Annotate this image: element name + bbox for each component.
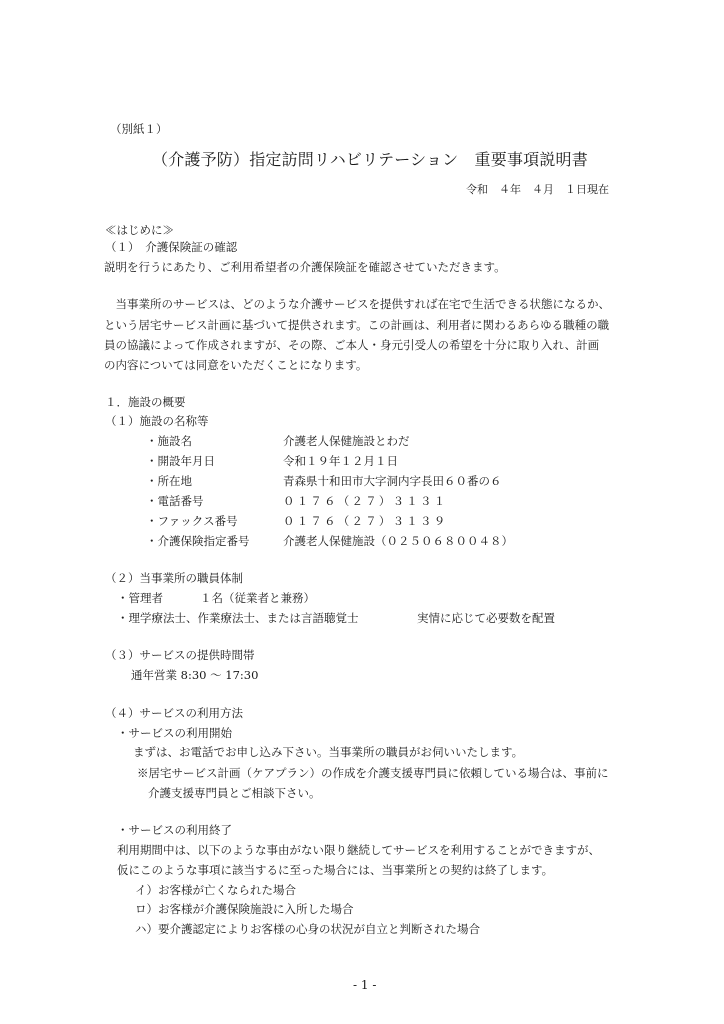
document-date: 令和 ４年 ４月 １日現在 (466, 183, 609, 196)
facility-subheading: （１）施設の名称等 (105, 414, 209, 428)
facility-label: ・介護保険指定番号 (146, 534, 250, 548)
intro-paragraph-line: という居宅サービス計画に基づいて提供されます。この計画は、利用者に関わるあらゆる職種の職 (104, 318, 610, 332)
staff-value: １名（従業者と兼務） (200, 591, 315, 605)
staff-label: ・理学療法士、作業療法士、または言語聴覚士 (117, 611, 359, 625)
usage-note-line: 介護支援専門員とご相談下さい。 (148, 786, 321, 800)
facility-label: ・施設名 (146, 434, 192, 448)
usage-start-heading: ・サービスの利用開始 (117, 726, 232, 740)
usage-note-line: ※居宅サービス計画（ケアプラン）の作成を介護支援専門員に依頼している場合は、事前に (137, 766, 609, 780)
usage-end-item: ロ）お客様が介護保険施設に入所した場合 (135, 902, 354, 916)
usage-end-heading: ・サービスの利用終了 (117, 823, 232, 837)
intro-paragraph-line: の内容については同意をいただくことになります。 (104, 358, 368, 372)
intro-paragraph-line: 当事業所のサービスは、どのような介護サービスを提供すれば在宅で生活できる状態になるか、 (104, 297, 610, 311)
facility-value: 介護老人保健施設（０２５０６８００４８） (283, 534, 513, 548)
facility-label: ・開設年月日 (146, 454, 215, 468)
hours-heading: （３）サービスの提供時間帯 (105, 648, 255, 662)
intro-heading: ≪はじめに≫ (105, 223, 174, 237)
hours-value: 通年営業 8:30 ～ 17:30 (131, 668, 259, 682)
document-title: （介護予防）指定訪問リハビリテーション 重要事項説明書 (152, 150, 588, 169)
facility-value: 令和１９年１２月１日 (283, 454, 398, 468)
facility-value: 介護老人保健施設とわだ (283, 434, 410, 448)
facility-heading: １．施設の概要 (105, 395, 186, 409)
usage-end-line: 利用期間中は、以下のような事由がない限り継続してサービスを利用することができますが、 (117, 843, 600, 857)
usage-end-item: イ）お客様が亡くなられた場合 (135, 883, 296, 897)
page-number: - 1 - (353, 978, 377, 992)
intro-paragraph-line: 員の協議によって作成されますが、その際、ご本人・身元引受人の希望を十分に取り入れ、計画 (104, 338, 600, 352)
facility-value: ０１７６（２７）３１３９ (283, 514, 448, 528)
facility-value: 青森県十和田市大字洞内字長田６０番の６ (283, 474, 502, 488)
facility-label: ・ファックス番号 (146, 514, 238, 528)
usage-start-line: まずは、お電話でお申し込み下さい。当事業所の職員がお伺いいたします。 (133, 745, 524, 759)
usage-end-line: 仮にこのような事項に該当するに至った場合には、当事業所との契約は終了します。 (117, 863, 554, 877)
staff-value: 実情に応じて必要数を配置 (417, 611, 555, 625)
staff-label: ・管理者 (117, 591, 163, 605)
staff-heading: （２）当事業所の職員体制 (105, 571, 243, 585)
usage-heading: （４）サービスの利用方法 (105, 706, 243, 720)
facility-label: ・所在地 (146, 474, 192, 488)
intro-line: 説明を行うにあたり、ご利用希望者の介護保険証を確認させていただきます。 (104, 260, 506, 274)
facility-value: ０１７６（２７）３１３１ (283, 494, 448, 508)
intro-subheading: （１） 介護保険証の確認 (105, 240, 238, 254)
facility-label: ・電話番号 (146, 494, 204, 508)
usage-end-item: ハ）要介護認定によりお客様の心身の状況が自立と判断された場合 (135, 922, 480, 936)
annex-label: （別紙１） (110, 122, 168, 136)
